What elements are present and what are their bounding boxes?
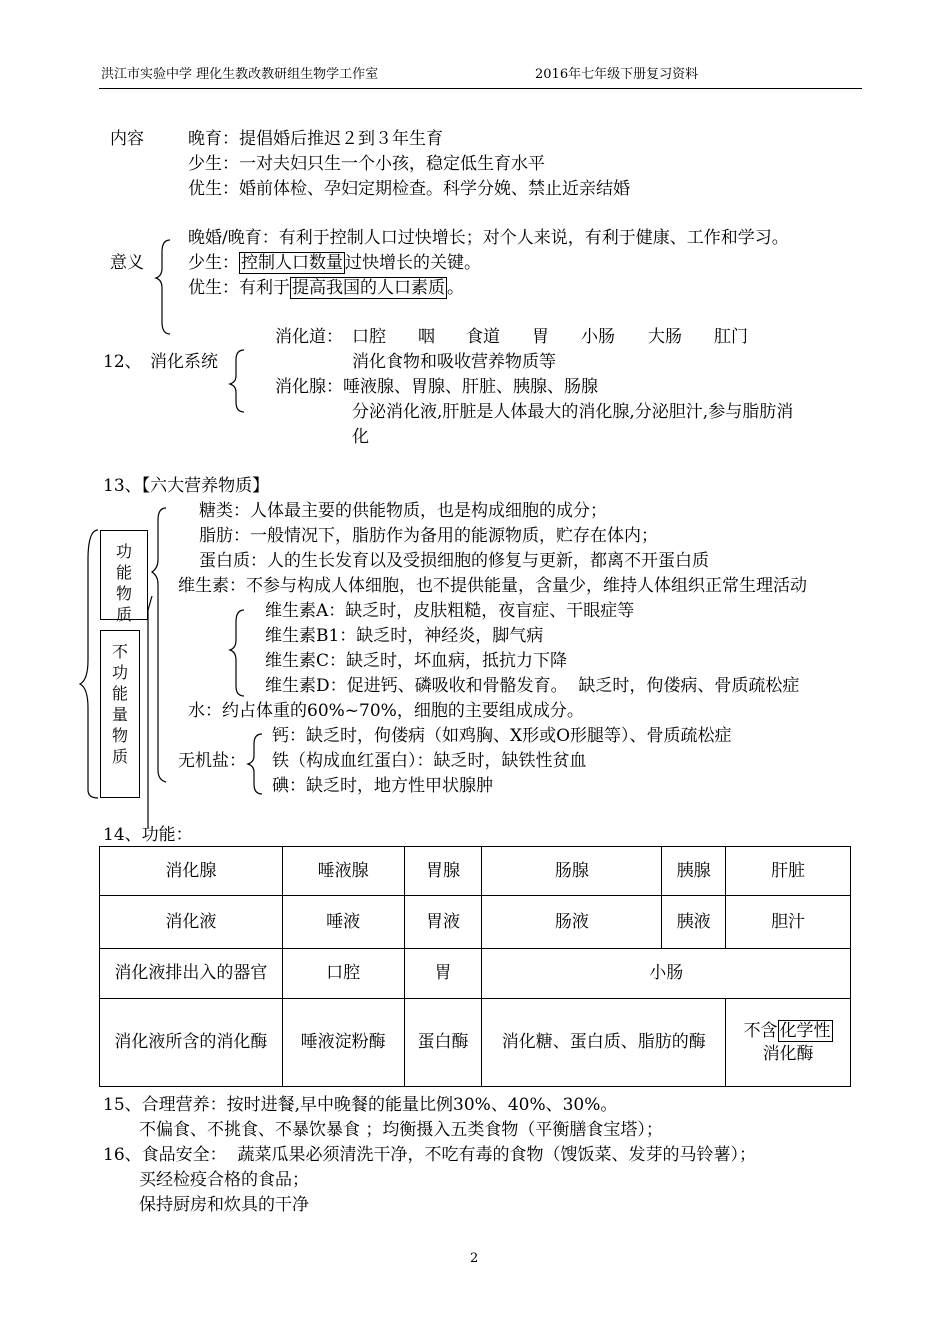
table-row (100, 949, 851, 999)
table-cell: 胰腺 (662, 847, 726, 896)
meaning-line-2-prefix: 少生： (188, 253, 239, 273)
table-cell: 消化液排出入的器官 (100, 949, 283, 999)
table-row (100, 847, 851, 896)
digestive-function-table (99, 846, 851, 1087)
nutrient-brace-top (152, 508, 166, 782)
tract-organ: 肛门 (714, 327, 748, 347)
table-cell: 消化腺 (100, 847, 283, 896)
mineral-brace (248, 734, 262, 794)
vitamin-brace (230, 610, 244, 696)
table-cell: 胃 (404, 949, 482, 999)
cell-prefix: 不含 (743, 1020, 778, 1041)
tract-function: 消化食物和吸收营养物质等 (352, 352, 556, 372)
item15-line-2: 不偏食、不挑食、不暴饮暴食 ；均衡摄入五类食物（平衡膳食宝塔）； (139, 1120, 663, 1140)
table-cell: 消化糖、蛋白质、脂肪的酶 (482, 999, 726, 1087)
table-cell: 蛋白酶 (404, 999, 482, 1087)
vitamin-item: 维生素D：促进钙、磷吸收和骨骼发育。 缺乏时，佝偻病、骨质疏松症 (265, 676, 800, 696)
meaning-line-3 (188, 276, 464, 300)
vitamin-item: 维生素A：缺乏时，皮肤粗糙，夜盲症、干眼症等 (265, 601, 635, 621)
non-energy-box (100, 630, 140, 798)
table-cell: 胆汁 (726, 896, 851, 949)
nutrient-vitamin: 维生素：不参与构成人体细胞，也不提供能量，含量少，维持人体组织正常生理活动 (178, 576, 807, 596)
tract-organ: 口腔 (352, 327, 386, 347)
meaning-line-2 (188, 251, 481, 275)
boxed-term: 控制人口数量 (241, 253, 343, 273)
meaning-line-3-suffix: 。 (447, 278, 464, 298)
table-row (100, 999, 851, 1087)
table-cell: 肠腺 (482, 847, 662, 896)
table-cell: 胃液 (404, 896, 482, 949)
table-cell: 唾液腺 (282, 847, 404, 896)
meaning-line-3-prefix: 优生：有利于 (188, 278, 290, 298)
item14-heading: 14、功能： (103, 825, 193, 845)
energy-box (100, 530, 148, 624)
item16-line-2: 买经检疫合格的食品； (139, 1170, 309, 1190)
boxed-term: 化学性 (779, 1020, 831, 1041)
glands-desc: 分泌消化液,肝脏是人体最大的消化腺,分泌胆汁,参与脂肪消 (352, 402, 794, 422)
page-number: 2 (470, 1251, 479, 1266)
meaning-line-2-suffix: 过快增长的关键。 (345, 253, 481, 273)
table-cell: 消化液所含的消化酶 (100, 999, 283, 1087)
header-right: 2016年七年级下册复习资料 (535, 67, 699, 82)
header-left: 洪江市实验中学 理化生教改教研组生物学工作室 (101, 67, 379, 82)
table-cell: 小肠 (482, 949, 851, 999)
mineral-item: 铁（构成血红蛋白）：缺乏时，缺铁性贫血 (272, 751, 587, 771)
content-item: 优生：婚前体检、孕妇定期检查。科学分娩、禁止近亲结婚 (188, 179, 630, 199)
digestive-brace (230, 350, 244, 412)
mineral-item: 碘：缺乏时，地方性甲状腺肿 (272, 776, 493, 796)
item12-number: 12、 (103, 352, 142, 372)
tract-organ: 小肠 (581, 327, 615, 347)
item15-line-1: 15、合理营养：按时进餐,早中晚餐的能量比例30%、40%、30%。 (103, 1095, 618, 1115)
tract-organ: 胃 (532, 327, 549, 347)
table-cell: 肝脏 (726, 847, 851, 896)
meaning-line-1: 晚婚/晚育：有利于控制人口过快增长；对个人来说，有利于健康、工作和学习。 (188, 228, 789, 248)
meaning-label: 意义 (110, 253, 144, 273)
nutrient-water: 水：约占体重的60%~70%，细胞的主要组成成分。 (188, 701, 584, 721)
table-cell: 胃腺 (404, 847, 482, 896)
table-cell: 消化液 (100, 896, 283, 949)
boxed-term: 提高我国的人口素质 (292, 278, 445, 298)
nutrient-fat: 脂肪：一般情况下，脂肪作为备用的能源物质，贮存在体内； (199, 526, 658, 546)
energy-box-text: 功能物质 (115, 542, 132, 624)
tract-organ: 咽 (418, 327, 435, 347)
table-cell: 胰液 (662, 896, 726, 949)
meaning-brace (156, 240, 170, 334)
vitamin-item: 维生素C：缺乏时，坏血病，抵抗力下降 (265, 651, 568, 671)
item16-line-1: 16、食品安全： 蔬菜瓜果必须清洗干净，不吃有毒的食物（馊饭菜、发芽的马铃薯）； (103, 1145, 756, 1165)
mineral-label: 无机盐： (178, 751, 246, 771)
item16-line-3: 保持厨房和炊具的干净 (139, 1195, 309, 1215)
nutrient-sugar: 糖类：人体最主要的供能物质，也是构成细胞的成分； (199, 501, 607, 521)
table-cell: 口腔 (282, 949, 404, 999)
nutrient-brace-line (148, 596, 152, 828)
table-cell: 唾液 (282, 896, 404, 949)
tract-label: 消化道： (275, 327, 343, 347)
item13-heading: 13、【六大营养物质】 (103, 476, 270, 496)
nutrient-protein: 蛋白质：人的生长发育以及受损细胞的修复与更新，都离不开蛋白质 (199, 551, 709, 571)
tract-organ: 食道 (466, 327, 500, 347)
content-item: 少生：一对夫妇只生一个小孩，稳定低生育水平 (188, 154, 545, 174)
table-cell: 肠液 (482, 896, 662, 949)
table-row (100, 896, 851, 949)
box-brace (80, 530, 98, 798)
cell-suffix: 消化酶 (762, 1043, 814, 1064)
glands-desc: 化 (352, 427, 369, 447)
content-item: 晚育：提倡婚后推迟２到３年生育 (188, 129, 443, 149)
item12-title: 消化系统 (150, 352, 218, 372)
glands-line: 消化腺：唾液腺、胃腺、肝脏、胰腺、肠腺 (275, 377, 598, 397)
table-cell (726, 999, 851, 1087)
vitamin-item: 维生素B1：缺乏时，神经炎，脚气病 (265, 626, 544, 646)
content-label: 内容 (110, 129, 144, 149)
tract-organ: 大肠 (648, 327, 682, 347)
non-energy-box-text: 不功能量物质 (111, 642, 128, 766)
mineral-item: 钙：缺乏时，佝偻病（如鸡胸、X形或O形腿等）、骨质疏松症 (272, 726, 732, 746)
table-cell: 唾液淀粉酶 (282, 999, 404, 1087)
